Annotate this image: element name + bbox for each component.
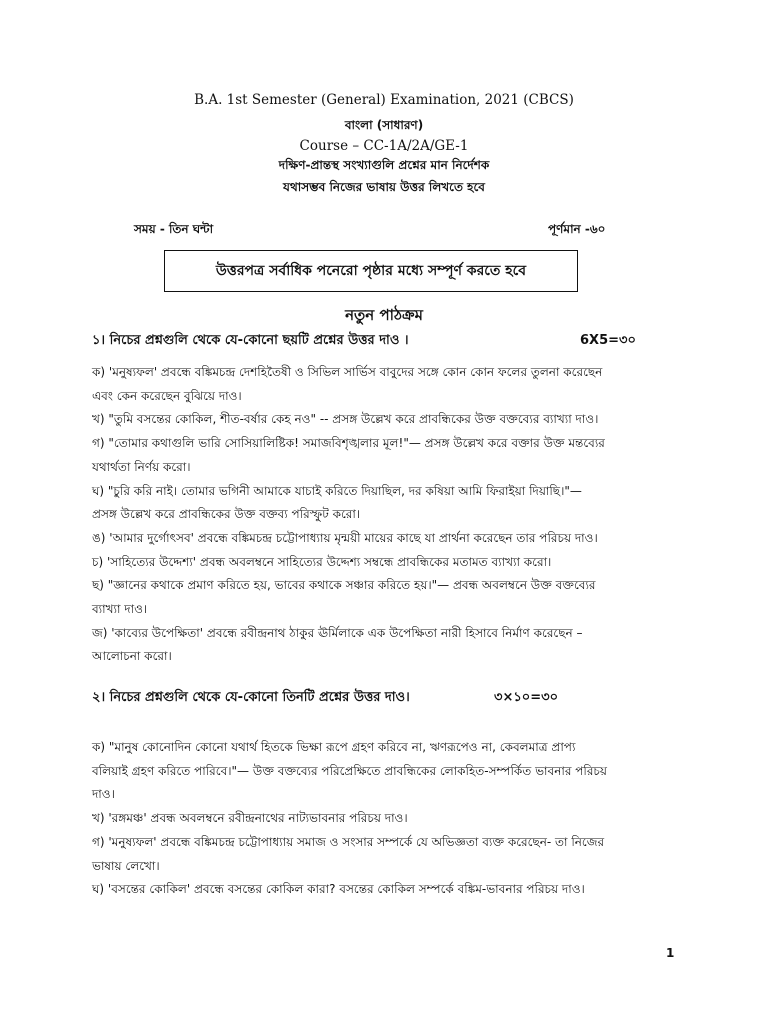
question-line: ব্যাখ্যা দাও। <box>92 602 148 617</box>
question-line: দাও। <box>92 787 115 802</box>
question-line: প্রসঙ্গ উল্লেখ করে প্রাবন্ধিকের উক্ত বক্তব্য পরিস্ফুট করো। <box>92 507 361 522</box>
question-line: জ) 'কাব্যের উপেক্ষিতা' প্রবন্ধে রবীন্দ্রনাথ ঠাকুর ঊর্মিলাকে এক উপেক্ষিতা নারী হিসাবে নির্মাণ করেছেন – <box>92 625 583 640</box>
time-allowed: সময় - তিন ঘন্টা <box>134 222 214 236</box>
page-limit-text: উত্তরপত্র সর্বাধিক পনেরো পৃষ্ঠার মধ্যে সম্পূর্ণ করতে হবে <box>215 263 527 279</box>
course-line: Course – CC-1A/2A/GE-1 <box>299 138 469 154</box>
section1-questions <box>92 361 682 669</box>
question-line: ক) 'মনুষ্যফল' প্রবন্ধে বঙ্কিমচন্দ্র দেশহিতৈষী ও সিভিল সার্ভিস বাবুদের সঙ্গে কোন কোন ফলের তুলনা করেছেন <box>92 365 603 379</box>
curriculum-heading: নতুন পাঠক্রম <box>345 306 423 324</box>
full-marks: পূর্ণমান -৬০ <box>548 222 606 236</box>
section1-marks: 6X5=৩০ <box>580 333 636 348</box>
question-line: বলিয়াই গ্রহণ করিতে পারিবে।"— উক্ত বক্তব্যের পরিপ্রেক্ষিতে প্রাবন্ধিকের লোকহিত-সম্পর্কিত ভাবনার পরিচয় <box>92 763 607 778</box>
question-line: এবং কেন করেছেন বুঝিয়ে দাও। <box>92 388 242 403</box>
question-line: ঘ) 'বসন্তের কোকিল' প্রবন্ধে বসন্তের কোকিল কারা? বসন্তের কোকিল সম্পর্কে বঙ্কিম-ভাবনার পরিচয় দাও। <box>92 882 585 897</box>
question-line: আলোচনা করো। <box>92 649 172 664</box>
language-instruction: যথাসম্ভব নিজের ভাষায় উত্তর লিখতে হবে <box>283 180 485 194</box>
question-line: খ) "তুমি বসন্তের কোকিল, শীত-বর্ষার কেহ নও" -- প্রসঙ্গ উল্লেখ করে প্রাবন্ধিকের উক্ত বক্তব্যের ব্যাখ্যা দাও। <box>92 412 599 427</box>
question-line: ঙ) 'আমার দুর্গোৎসব' প্রবন্ধে বঙ্কিমচন্দ্র চট্টোপাধ্যায় মৃন্ময়ী মায়ের কাছে যা প্রার্থনা করেছেন তার পরিচয় দাও। <box>92 530 598 545</box>
question-line: গ) "তোমার কথাগুলি ভারি সোসিয়ালিষ্টিক! সমাজবিশৃঙ্খলার মূল!"— প্রসঙ্গ উল্লেখ করে বক্তার উক্ত মন্তব্যের <box>92 436 605 451</box>
page-number: 1 <box>666 946 675 960</box>
question-line: গ) 'মনুষ্যফল' প্রবন্ধে বঙ্কিমচন্দ্র চট্টোপাধ্যায় সমাজ ও সংসার সম্পর্কে যে অভিজ্ঞতা ব্যক্ত করেছেন- তা নিজের <box>92 834 605 849</box>
page-limit-notice <box>164 250 578 292</box>
question-line: যথার্থতা নির্ণয় করো। <box>92 459 191 474</box>
question-line: ছ) "জ্ঞানের কথাকে প্রমাণ করিতে হয়, ভাবের কথাকে সঞ্চার করিতে হয়।"— প্রবন্ধ অবলম্বনে উক্ত বক্তব্যের <box>92 578 596 593</box>
section2-marks: ৩×১০=৩০ <box>494 690 559 705</box>
section1-heading: ১। নিচের প্রশ্নগুলি থেকে যে-কোনো ছয়টি প্রশ্নের উত্তর দাও । <box>92 333 409 348</box>
exam-title: B.A. 1st Semester (General) Examination, 2021 (CBCS) <box>194 92 574 108</box>
question-line: ক) "মানুষ কোনোদিন কোনো যথার্থ হিতকে ভিক্ষা রূপে গ্রহণ করিবে না, ঋণরূপেও না, কেবলমাত্র প্রাপ্য <box>92 740 576 754</box>
section2-heading: ২। নিচের প্রশ্নগুলি থেকে যে-কোনো তিনটি প্রশ্নের উত্তর দাও। <box>92 690 410 705</box>
subject-line: বাংলা (সাধারণ) <box>344 118 424 132</box>
question-line: চ) 'সাহিত্যের উদ্দেশ্য' প্রবন্ধ অবলম্বনে সাহিত্যের উদ্দেশ্য সম্বন্ধে প্রাবন্ধিকের মতামত ব্যাখ্যা করো। <box>92 554 552 569</box>
question-line: খ) 'রঙ্গমঞ্চ' প্রবন্ধ অবলম্বনে রবীন্দ্রনাথের নাট্যভাবনার পরিচয় দাও। <box>92 811 408 826</box>
question-line: ভাষায় লেখো। <box>92 858 160 873</box>
question-line: ঘ) "চুরি করি নাই। তোমার ভগিনী আমাকে যাচাই করিতে দিয়াছিল, দর কষিয়া আমি ফিরাইয়া দিয়াছি।"— <box>92 483 582 498</box>
section2-questions <box>92 736 682 902</box>
marks-instruction: দক্ষিণ-প্রান্তস্থ সংখ্যাগুলি প্রশ্নের মান নির্দেশক <box>278 158 490 172</box>
